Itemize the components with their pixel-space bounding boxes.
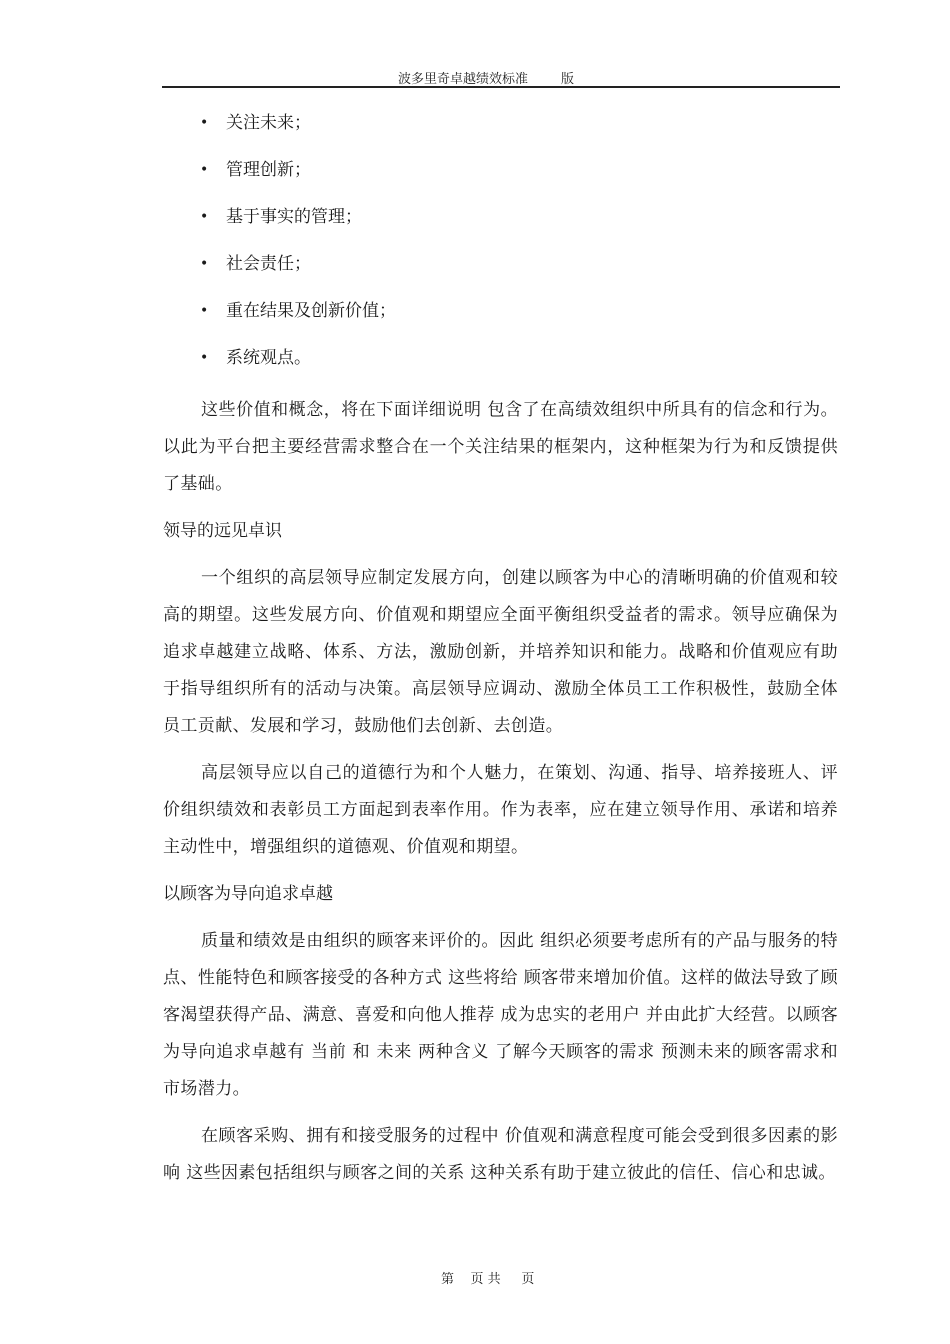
list-item-text: 关注未来； <box>226 113 311 133</box>
value-list <box>200 110 396 392</box>
paragraph-leadership-2: 高层领导应以自己的道德行为和个人魅力，在策划、沟通、指导、培养接班人、评价组织绩效和表彰员工方面起到表率作用。作为表率，应在建立领导作用、承诺和培养主动性中，增强组织的道德观、价值观和期望。 <box>163 763 838 857</box>
section-heading-customer: 以顾客为导向追求卓越 <box>163 884 333 904</box>
document-body <box>163 392 838 1202</box>
header-title: 波多里奇卓越绩效标准 版 <box>398 72 575 87</box>
list-item-text: 重在结果及创新价值； <box>226 301 396 321</box>
paragraph-leadership-1: 一个组织的高层领导应制定发展方向，创建以顾客为中心的清晰明确的价值观和较高的期望。这些发展方向、价值观和期望应全面平衡组织受益者的需求。领导应确保为追求卓越建立战略、体系、方法，激励创新，并培养知识和能力。战略和价值观应有助于指导组织所有的活动与决策。高层领导应调动、激励全体员工工作积极性，鼓励全体员工贡献、发展和学习，鼓励他们去创新、去创造。 <box>163 568 838 736</box>
list-item <box>200 251 396 298</box>
section-heading-leadership: 领导的远见卓识 <box>163 521 282 541</box>
page-footer: 第 页 共 页 <box>441 1272 535 1287</box>
list-item-text: 管理创新； <box>226 160 311 180</box>
list-item <box>200 345 396 392</box>
bullet-dot-icon: • <box>200 162 209 178</box>
page-header <box>162 66 840 88</box>
paragraph-customer-1: 质量和绩效是由组织的顾客来评价的。因此 组织必须要考虑所有的产品与服务的特点、性能特色和顾客接受的各种方式 这些将给 顾客带来增加价值。这样的做法导致了顾客渴望获得产品、满意、喜爱和向他人推荐 成为忠实的老用户 并由此扩大经营。以顾客为导向追求卓越有 当前 和 未来 两种含义 了解今天顾客的需求 预测未来的顾客需求和市场潜力。 <box>163 931 838 1099</box>
list-item <box>200 298 396 345</box>
bullet-dot-icon: • <box>200 115 209 131</box>
list-item <box>200 204 396 251</box>
list-item <box>200 110 396 157</box>
list-item <box>200 157 396 204</box>
bullet-dot-icon: • <box>200 209 209 225</box>
bullet-dot-icon: • <box>200 303 209 319</box>
list-item-text: 系统观点。 <box>226 348 311 368</box>
bullet-dot-icon: • <box>200 350 209 366</box>
bullet-dot-icon: • <box>200 256 209 272</box>
paragraph-intro: 这些价值和概念，将在下面详细说明 包含了在高绩效组织中所具有的信念和行为。以此为平台把主要经营需求整合在一个关注结果的框架内，这种框架为行为和反馈提供了基础。 <box>163 400 838 494</box>
list-item-text: 社会责任； <box>226 254 311 274</box>
list-item-text: 基于事实的管理； <box>226 207 362 227</box>
paragraph-customer-2: 在顾客采购、拥有和接受服务的过程中 价值观和满意程度可能会受到很多因素的影响 这些因素包括组织与顾客之间的关系 这种关系有助于建立彼此的信任、信心和忠诚。 <box>163 1126 838 1183</box>
